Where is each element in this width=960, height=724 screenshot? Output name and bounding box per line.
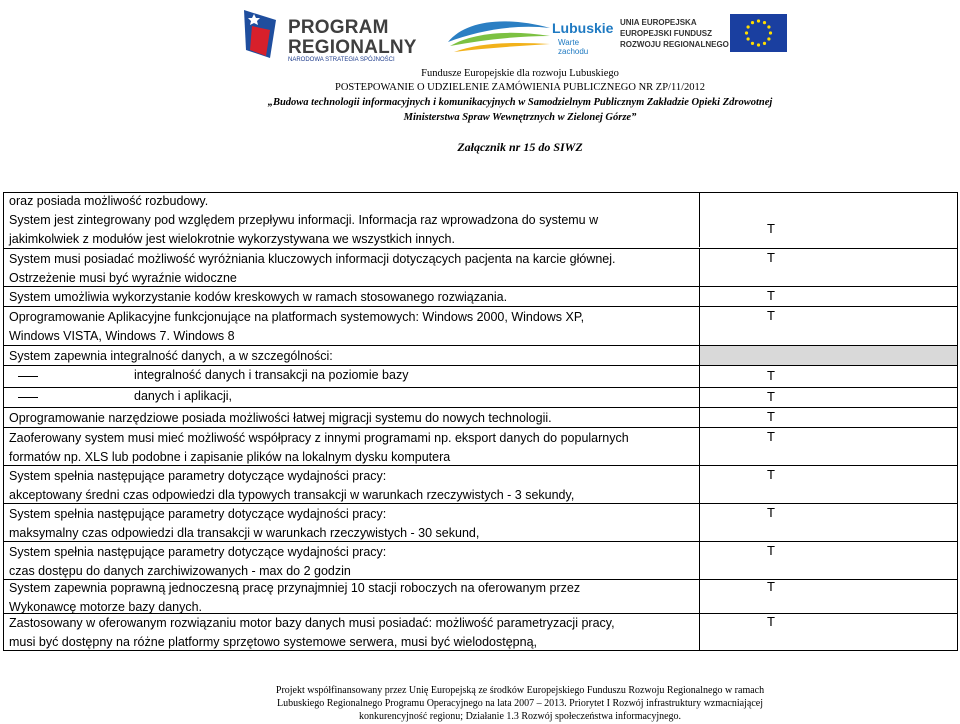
requirement-text (9, 211, 699, 248)
column-divider (699, 542, 700, 579)
requirement-line: formatów np. XLS lub podobne i zapisanie plików na lokalnym dysku komputera (9, 449, 451, 464)
requirement-line: Ostrzeżenie musi być wyraźnie widoczne (9, 270, 237, 285)
logo-bar (0, 0, 960, 66)
requirement-line: System spełnia następujące parametry dotyczące wydajności pracy: (9, 507, 387, 521)
requirement-line: Windows VISTA, Windows 7. Windows 8 (9, 328, 235, 343)
table-row (4, 306, 957, 345)
status-mark: T (767, 429, 775, 444)
column-divider (699, 580, 700, 613)
eu-flag-icon (730, 14, 787, 52)
program-regionalny-line1: PROGRAM (288, 17, 389, 38)
header-project-line1: „Budowa technologii informacyjnych i komunikacyjnych w Samodzielnym Publicznym Zakładzie Opieki Zdrowotnej (267, 97, 773, 108)
footer-line1: Projekt współfinansowany przez Unię Europejską ze środków Europejskiego Funduszu Rozwoju Regionalnego w ramach (275, 685, 765, 696)
status-mark: T (767, 505, 775, 520)
table-row (4, 286, 957, 306)
program-regionalny-line2: REGIONALNY (288, 37, 417, 58)
status-mark: T (767, 389, 775, 404)
requirement-line: jakimkolwiek z modułów jest wielokrotnie wykorzystywana we wszystkich innych. (9, 231, 455, 246)
lubuskie-waves-icon (446, 14, 556, 58)
requirement-line: System jest zintegrowany pod względem przepływu informacji. Informacja raz wprowadzona do systemu w (9, 213, 599, 227)
table-row (4, 613, 957, 651)
header-procedure-line: POSTEPOWANIE O UDZIELENIE ZAMÓWIENIA PUBLICZNEGO NR ZP/11/2012 (335, 82, 705, 93)
requirements-table (3, 192, 958, 651)
requirement-line: czas dostępu do danych zarchiwizowanych - max do 2 godzin (9, 563, 351, 578)
status-mark: T (767, 308, 775, 323)
column-divider (699, 388, 700, 407)
requirement-text (9, 505, 699, 542)
requirement-text (9, 467, 699, 504)
lubuskie-logo (446, 14, 614, 58)
lubuskie-name: Lubuskie (552, 20, 614, 36)
table-row (4, 427, 957, 465)
footer-line3: konkurencyjność regionu; Działanie 1.3 Rozwój społeczeństwa informacyjnego. (358, 711, 682, 722)
status-mark: T (767, 543, 775, 558)
requirement-text (9, 347, 699, 366)
status-mark: T (767, 221, 775, 236)
requirement-text (9, 250, 699, 287)
program-regionalny-emblem-icon (240, 6, 284, 62)
annex-title: Załącznik nr 15 do SIWZ (457, 140, 583, 154)
status-mark: T (767, 409, 775, 424)
table-row (4, 465, 957, 503)
requirement-text (9, 308, 699, 345)
program-regionalny-line3: NARODOWA STRATEGIA SPÓJNOŚCI (288, 57, 395, 63)
requirement-line: System spełnia następujące parametry dotyczące wydajności pracy: (9, 469, 387, 483)
requirement-line: musi być dostępny na różne platformy sprzętowo systemowe serwera, musi być wielodostępną, (9, 634, 538, 649)
ue-logo (620, 14, 790, 54)
column-divider (699, 504, 700, 541)
requirement-line: System zapewnia poprawną jednoczesną pracę przynajmniej 10 stacji roboczych na oferowanym przez (9, 581, 581, 595)
header-fund-line: Fundusze Europejskie dla rozwoju Lubuskiego (421, 68, 619, 79)
column-divider (699, 193, 700, 210)
ue-line2: EUROPEJSKI FUNDUSZ (620, 29, 713, 38)
column-divider (699, 287, 700, 306)
requirement-line: System umożliwia wykorzystanie kodów kreskowych w ramach stosowanego rozwiązania. (9, 290, 508, 304)
requirement-line: maksymalny czas odpowiedzi dla transakcji w warunkach rzeczywistych - 30 sekund, (9, 525, 480, 540)
requirement-text (9, 543, 699, 580)
dash-bullet (18, 397, 38, 398)
footer-line2: Lubuskiego Regionalnego Programu Operacyjnego na lata 2007 – 2013. Priorytet I Rozwój infrastruktury wzmacniającej (277, 698, 763, 709)
status-mark: T (767, 368, 775, 383)
requirement-text (9, 192, 699, 211)
requirement-text (9, 409, 699, 428)
requirement-line: System zapewnia integralność danych, a w szczególności: (9, 349, 333, 363)
requirement-text (9, 614, 699, 651)
status-mark: T (767, 579, 775, 594)
table-row (4, 193, 957, 210)
lubuskie-tagline: Warte zachodu (558, 38, 589, 56)
column-divider (699, 428, 700, 465)
column-divider (699, 307, 700, 345)
status-mark: T (767, 614, 775, 629)
column-divider (699, 366, 700, 387)
ue-text (620, 17, 729, 50)
requirement-line: Oprogramowanie Aplikacyjne funkcjonujące na platformach systemowych: Windows 2000, Windows XP, (9, 310, 585, 324)
table-row (4, 387, 957, 407)
requirement-line: System musi posiadać możliwość wyróżniania kluczowych informacji dotyczących pacjenta na karcie głównej. (9, 252, 616, 266)
header-project-line2: Ministerstwa Spraw Wewnętrznych w Zielonej Górze” (403, 112, 637, 123)
program-regionalny-logo (240, 6, 420, 62)
footer (220, 684, 820, 723)
dash-bullet (18, 376, 38, 377)
table-row (4, 503, 957, 541)
requirement-line: Wykonawcę motorze bazy danych. (9, 599, 203, 614)
table-row (4, 365, 957, 387)
column-divider (699, 614, 700, 651)
ue-line1: UNIA EUROPEJSKA (620, 18, 697, 27)
table-row (4, 407, 957, 427)
requirement-line: Oprogramowanie narzędziowe posiada możliwości łatwej migracji systemu do nowych technologii. (9, 411, 552, 425)
requirement-text (9, 288, 699, 307)
table-row (4, 345, 957, 365)
status-mark: T (767, 467, 775, 482)
status-mark: T (767, 250, 775, 265)
table-row (4, 248, 957, 286)
requirement-line: oraz posiada możliwość rozbudowy. (9, 194, 209, 208)
ue-line3: ROZWOJU REGIONALNEGO (620, 40, 729, 49)
column-divider (699, 210, 700, 247)
shaded-cell (700, 346, 957, 365)
requirement-line: System spełnia następujące parametry dotyczące wydajności pracy: (9, 545, 387, 559)
table-row (4, 541, 957, 579)
column-divider (699, 346, 700, 365)
requirement-line: akceptowany średni czas odpowiedzi dla typowych transakcji w warunkach rzeczywistych - 3 sekundy, (9, 487, 575, 502)
column-divider (699, 249, 700, 286)
sub-requirement: integralność danych i transakcji na poziomie bazy (134, 368, 409, 382)
requirement-text (9, 579, 699, 616)
table-row (4, 579, 957, 613)
column-divider (699, 466, 700, 503)
sub-requirement: danych i aplikacji, (134, 389, 232, 403)
table-row (4, 210, 957, 247)
requirement-line: Zaoferowany system musi mieć możliwość współpracy z innymi programami np. eksport danych do popularnych (9, 431, 629, 445)
status-mark: T (767, 288, 775, 303)
requirement-text (9, 429, 699, 466)
column-divider (699, 408, 700, 427)
requirement-line: Zastosowany w oferowanym rozwiązaniu motor bazy danych musi posiadać: możliwość parametryzacji pracy, (9, 616, 615, 630)
